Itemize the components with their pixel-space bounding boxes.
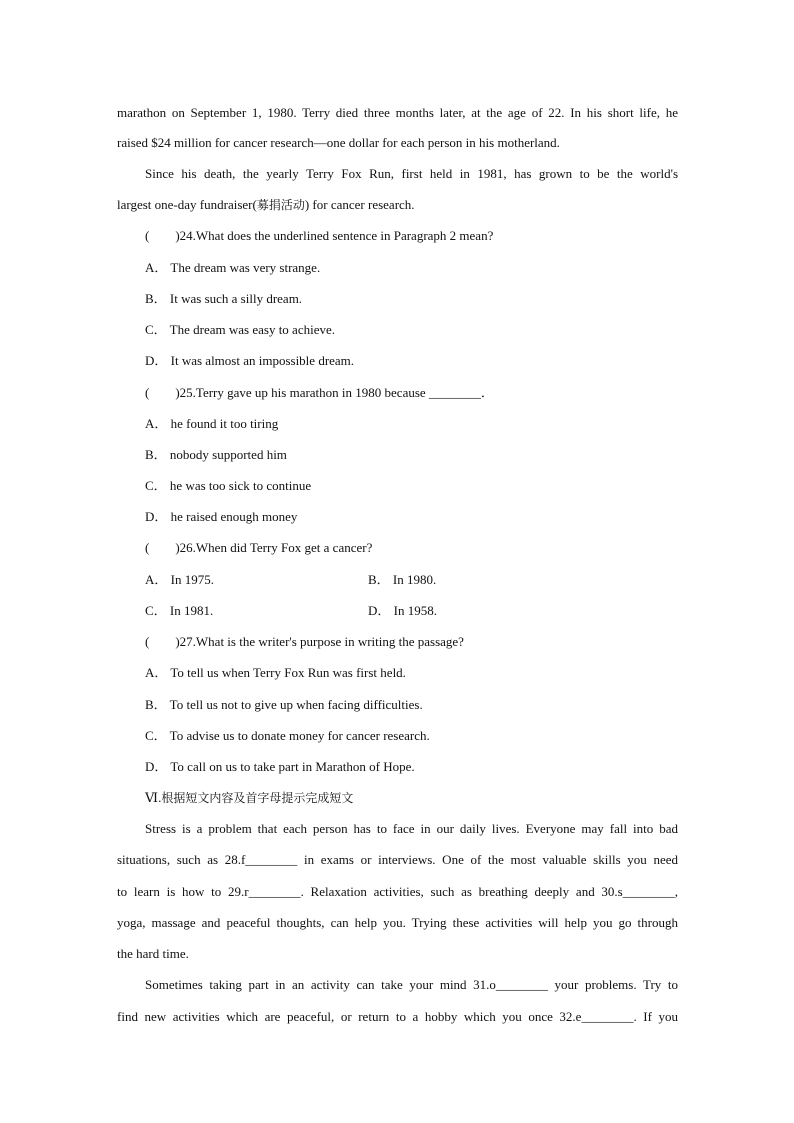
- section-6-heading: [145, 790, 706, 806]
- question-24-stem: ( )24.What does the underlined sentence in Paragraph 2 mean?: [145, 228, 494, 243]
- question-26-option-b: B． In 1980.: [368, 572, 437, 587]
- cloze-line-7: find new activities which are peaceful, or return to a hobby which you once 32.e________. If you: [117, 1009, 678, 1024]
- section-6-title: 根据短文内容及首字母提示完成短文: [161, 791, 354, 805]
- question-26-option-d: D． In 1958.: [368, 603, 437, 618]
- cloze-line-5: the hard time.: [117, 946, 189, 961]
- question-25-option-a: A． he found it too tiring: [145, 416, 279, 431]
- cloze-line-6: Sometimes taking part in an activity can take your mind 31.o________ your problems. Try to: [145, 977, 678, 992]
- passage-line-4-post: ) for cancer research.: [304, 197, 415, 212]
- question-25-option-b: B． nobody supported him: [145, 447, 287, 462]
- question-27-option-d: D． To call on us to take part in Marathon of Hope.: [145, 759, 415, 774]
- cloze-line-3: to learn is how to 29.r________. Relaxation activities, such as breathing deeply and 30.s________,: [117, 884, 678, 899]
- cloze-line-2: situations, such as 28.f________ in exams or interviews. One of the most valuable skills you need: [117, 852, 678, 867]
- question-24-option-b: B． It was such a silly dream.: [145, 291, 303, 306]
- passage-line-4-cjk: 募捐活动: [256, 198, 305, 212]
- question-26-stem: ( )26.When did Terry Fox get a cancer?: [145, 540, 373, 555]
- passage-line-1: marathon on September 1, 1980. Terry died three months later, at the age of 22. In his short life, he: [117, 105, 678, 120]
- cloze-line-1: Stress is a problem that each person has to face in our daily lives. Everyone may fall into bad: [145, 821, 678, 836]
- question-27-stem: ( )27.What is the writer's purpose in writing the passage?: [145, 634, 464, 649]
- question-26-option-c: C． In 1981.: [145, 603, 214, 618]
- question-27-option-c: C． To advise us to donate money for cancer research.: [145, 728, 430, 743]
- passage-line-4: [117, 197, 678, 213]
- passage-line-2: raised $24 million for cancer research—one dollar for each person in his motherland.: [117, 135, 560, 150]
- section-6-number: Ⅵ.: [145, 790, 162, 805]
- question-25-option-d: D． he raised enough money: [145, 509, 298, 524]
- passage-line-4-pre: largest one-day fundraiser(: [117, 197, 257, 212]
- question-24-option-d: D． It was almost an impossible dream.: [145, 353, 355, 368]
- question-24-option-c: C． The dream was easy to achieve.: [145, 322, 335, 337]
- question-25-stem: ( )25.Terry gave up his marathon in 1980 because ________．: [145, 385, 494, 400]
- passage-line-3: Since his death, the yearly Terry Fox Run, first held in 1981, has grown to be the world's: [145, 166, 678, 181]
- question-26-option-a: A． In 1975.: [145, 572, 214, 587]
- question-25-option-c: C． he was too sick to continue: [145, 478, 312, 493]
- cloze-line-4: yoga, massage and peaceful thoughts, can help you. Trying these activities will help you go through: [117, 915, 678, 930]
- question-27-option-a: A． To tell us when Terry Fox Run was first held.: [145, 665, 406, 680]
- question-27-option-b: B． To tell us not to give up when facing difficulties.: [145, 697, 423, 712]
- question-24-option-a: A． The dream was very strange.: [145, 260, 321, 275]
